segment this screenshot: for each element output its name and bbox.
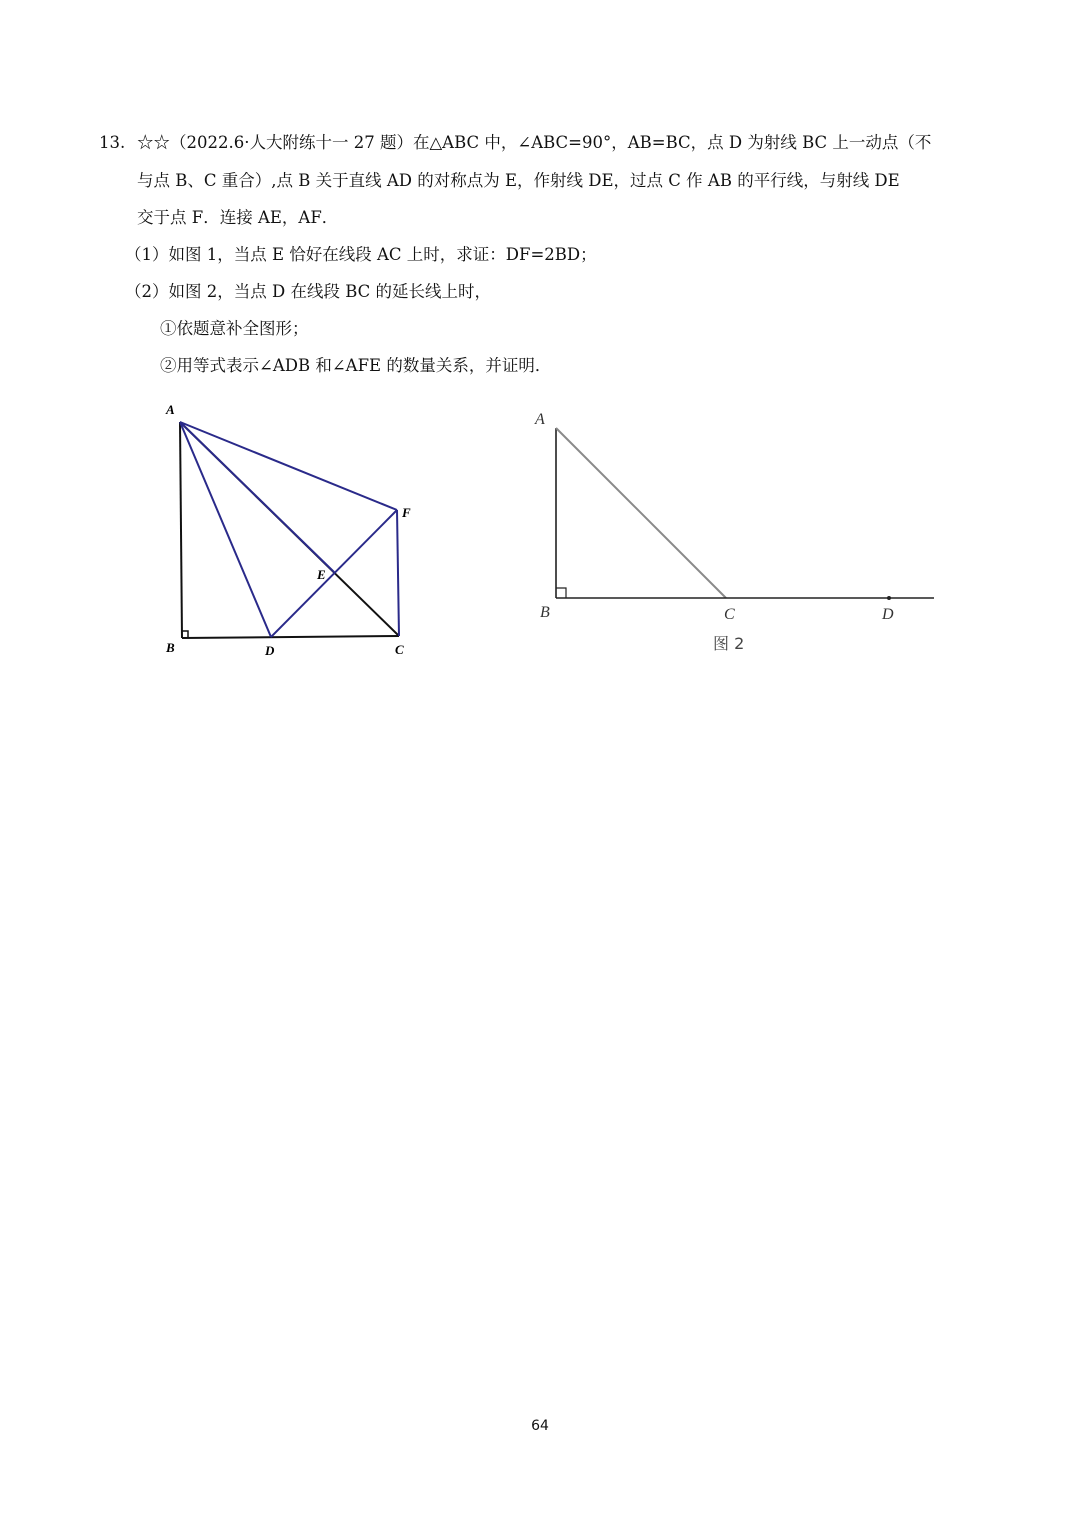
label-D: D	[265, 643, 275, 658]
problem-number: 13.	[99, 133, 126, 152]
label-C: C	[395, 642, 404, 657]
label-B: B	[166, 640, 175, 655]
figure-1	[150, 395, 450, 665]
segment-AB	[180, 422, 182, 638]
label-C: C	[724, 606, 735, 623]
sub-question-2-part-2: ②用等式表示∠ADB 和∠AFE 的数量关系，并证明．	[160, 356, 552, 375]
label-B: B	[540, 604, 550, 621]
page-number: 64	[531, 1418, 549, 1434]
sub-question-1: （1）如图 1，当点 E 恰好在线段 AC 上时，求证：DF=2BD；	[125, 245, 597, 264]
segment-AE	[180, 422, 334, 572]
problem-line-3: 交于点 F．连接 AE，AF．	[137, 208, 339, 227]
problem-line-2: 与点 B、C 重合）,点 B 关于直线 AD 的对称点为 E，作射线 DE，过点 C 作 AB 的平行线，与射线 DE	[137, 171, 900, 190]
label-A: A	[166, 402, 175, 417]
segment-AC	[556, 428, 726, 598]
sub-question-2-part-1: ①依题意补全图形；	[160, 319, 309, 338]
right-angle-mark-B	[556, 588, 566, 598]
problem-line-1: ☆☆（2022.6·人大附练十一 27 题）在△ABC 中，∠ABC=90°，AB=BC，点 D 为射线 BC 上一动点（不	[137, 133, 932, 152]
segment-BC	[182, 636, 399, 638]
figure-2	[525, 400, 945, 660]
sub-question-2: （2）如图 2，当点 D 在线段 BC 的延长线上时，	[125, 282, 492, 301]
point-D	[887, 596, 891, 600]
label-F: F	[402, 505, 411, 520]
segment-CF	[397, 510, 399, 636]
label-D: D	[882, 606, 894, 623]
label-E: E	[317, 567, 326, 582]
label-A: A	[535, 411, 545, 428]
figure-2-caption: 图 2	[713, 634, 745, 653]
